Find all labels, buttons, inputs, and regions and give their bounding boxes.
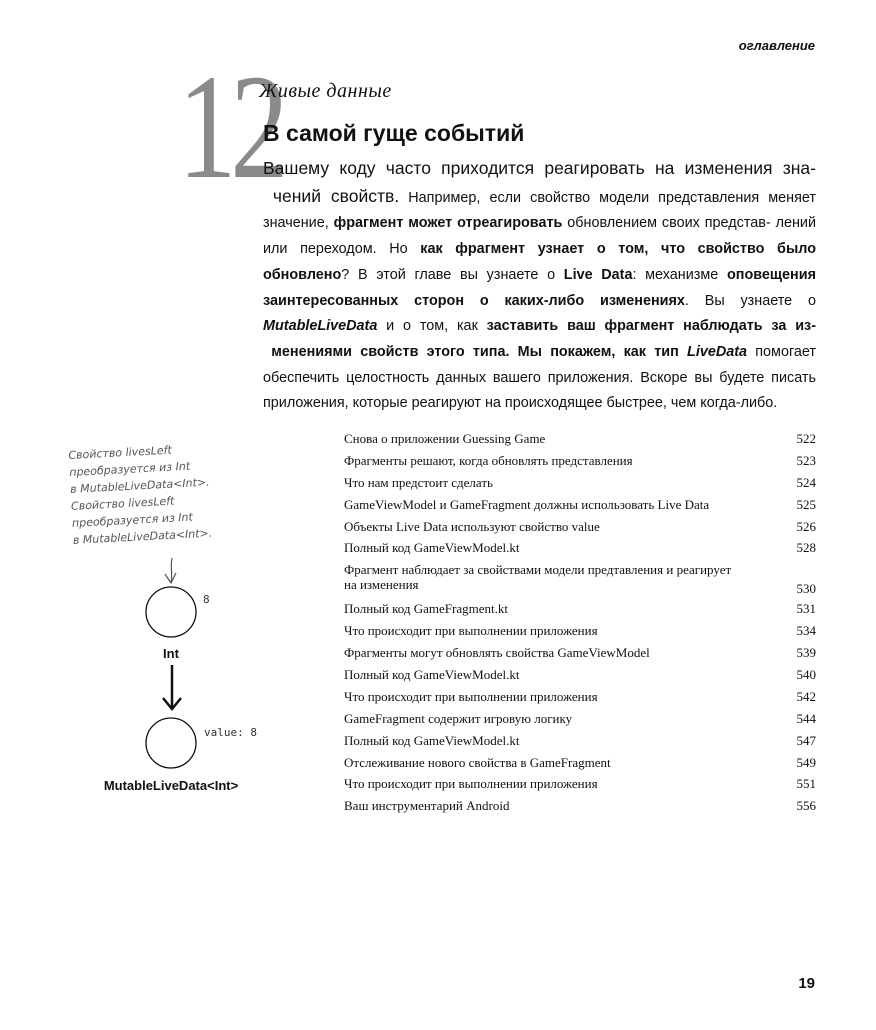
toc-entry[interactable]	[344, 559, 816, 598]
intro-segment: заставить ваш фрагмент наблюдать за из- менениями свойств этого типа. Мы покажем, как тип	[263, 318, 816, 360]
toc-entry-title: GameFragment содержит игровую логику	[344, 710, 573, 726]
toc-entry-title: Что нам предстоит сделать	[344, 474, 493, 490]
toc-entry-title: Полный код GameViewModel.kt	[344, 667, 520, 683]
chapter-kicker: Живые данные	[259, 80, 392, 102]
handwritten-annotation	[68, 440, 213, 549]
conversion-arrowhead	[163, 698, 181, 709]
toc-entry[interactable]	[344, 620, 816, 642]
toc-entry-title: Фрагменты могут обновлять свойства GameViewModel	[344, 645, 650, 661]
toc-entry-page: 542	[796, 688, 816, 704]
intro-segment: оповещения заинтересованных сторон о каких-либо изменениях	[263, 266, 816, 309]
toc-entry[interactable]	[344, 752, 816, 774]
toc-entry-page: 534	[796, 623, 816, 639]
toc-entry-title: Ваш инструментарий Android	[344, 798, 510, 814]
toc-entry[interactable]	[344, 730, 816, 752]
toc-entry-page: 525	[796, 496, 816, 512]
int-value: 8	[203, 593, 210, 606]
annotation-line: Свойство livesLeft	[68, 443, 173, 462]
int-label: Int	[163, 646, 179, 661]
intro-segment: : механизме	[632, 266, 727, 283]
toc-entry[interactable]	[344, 708, 816, 730]
chapter-intro	[263, 156, 816, 417]
livedata-label: MutableLiveData<Int>	[103, 778, 239, 793]
toc-entry-page: 526	[796, 518, 816, 534]
toc-entry[interactable]	[344, 472, 816, 494]
toc-entry-page: 523	[796, 452, 816, 468]
toc-entry-title: Фрагменты решают, когда обновлять представления	[344, 452, 633, 468]
toc-entry[interactable]	[344, 598, 816, 620]
toc-entry-page: 524	[796, 474, 816, 490]
intro-segment: Например, если свойство модели представления меняет значение,	[263, 189, 816, 232]
annotation-arrow	[171, 558, 172, 582]
intro-segment: LiveData	[687, 343, 748, 360]
intro-segment: обновлением своих представ- лений или переходом. Но	[263, 215, 817, 258]
toc-entry-title: Снова о приложении Guessing Game	[344, 431, 546, 446]
toc-entry-page: 549	[796, 754, 816, 770]
table-of-contents	[344, 428, 816, 817]
toc-entry[interactable]	[344, 773, 816, 795]
intro-segment: помогает обеспечить целостность данных вашего приложения. Вскоре вы будете писать приложения, которые реагируют на происходящее быстрее, чем когда-либо.	[263, 343, 817, 412]
toc-entry-page: 522	[796, 431, 816, 446]
toc-entry-title: Полный код GameViewModel.kt	[344, 732, 520, 748]
intro-segment: . Вы узнаете о	[684, 292, 816, 309]
toc-entry-page: 547	[796, 732, 816, 748]
toc-entry-title: Полный код GameFragment.kt	[344, 601, 508, 617]
section-label: оглавление	[738, 38, 815, 53]
intro-segment: как фрагмент узнает о том, что свойство было обновлено	[263, 241, 816, 283]
toc-entry[interactable]	[344, 686, 816, 708]
toc-entry-title: Фрагмент наблюдает за свойствами модели предтавления и реагирует на изменения	[344, 562, 732, 593]
annotation-arrowhead	[165, 573, 176, 583]
toc-entry[interactable]	[344, 795, 816, 817]
intro-segment: Live Data	[563, 266, 633, 283]
toc-entry[interactable]	[344, 642, 816, 664]
toc-entry-page: 530	[796, 581, 816, 597]
toc-entry[interactable]	[344, 516, 816, 538]
toc-entry-page: 544	[796, 710, 816, 726]
livedata-value: value: 8	[204, 726, 257, 739]
toc-entry-title: Что происходит при выполнении приложения	[344, 776, 598, 792]
annotation-line: в MutableLiveData<Int>.	[72, 526, 213, 547]
chapter-number: 12	[178, 44, 283, 210]
toc-entry-title: Отслеживание нового свойства в GameFragment	[344, 754, 611, 770]
toc-entry-title: GameViewModel и GameFragment должны использовать Live Data	[344, 496, 710, 512]
page-number: 19	[798, 975, 815, 992]
annotation-line: в MutableLiveData<Int>.	[69, 475, 210, 496]
annotation-line: преобразуется из Int	[71, 510, 194, 530]
intro-segment: ? В этой главе вы узнаете о	[341, 266, 564, 283]
intro-segment: MutableLiveData	[263, 318, 378, 335]
chapter-title: В самой гуще событий	[263, 120, 525, 146]
livedata-object-circle	[146, 718, 196, 768]
toc-entry-page: 540	[796, 667, 816, 683]
intro-segment: Вашему коду часто приходится реагировать на изменения зна- чений свойств.	[263, 158, 816, 206]
annotation-line: Свойство livesLeft	[70, 494, 175, 513]
toc-entry-title: Полный код GameViewModel.kt	[344, 540, 520, 556]
toc-entry[interactable]	[344, 494, 816, 516]
toc-entry-page: 556	[796, 798, 816, 814]
toc-entry-page: 539	[796, 645, 816, 661]
intro-segment: фрагмент может отреагировать	[333, 215, 563, 232]
toc-entry[interactable]	[344, 537, 816, 559]
toc-entry-page: 528	[796, 540, 816, 556]
toc-entry[interactable]	[344, 450, 816, 472]
toc-entry-title: Объекты Live Data используют свойство value	[344, 518, 600, 534]
toc-entry[interactable]	[344, 664, 816, 686]
toc-entry-page: 531	[796, 601, 816, 617]
annotation-line: преобразуется из Int	[68, 459, 191, 479]
int-object-circle	[146, 587, 196, 637]
intro-segment: и о том, как	[377, 318, 487, 335]
toc-entry-title: Что происходит при выполнении приложения	[344, 688, 598, 704]
toc-entry[interactable]	[344, 428, 816, 450]
toc-entry-page: 551	[796, 776, 816, 792]
toc-entry-title: Что происходит при выполнении приложения	[344, 623, 598, 639]
